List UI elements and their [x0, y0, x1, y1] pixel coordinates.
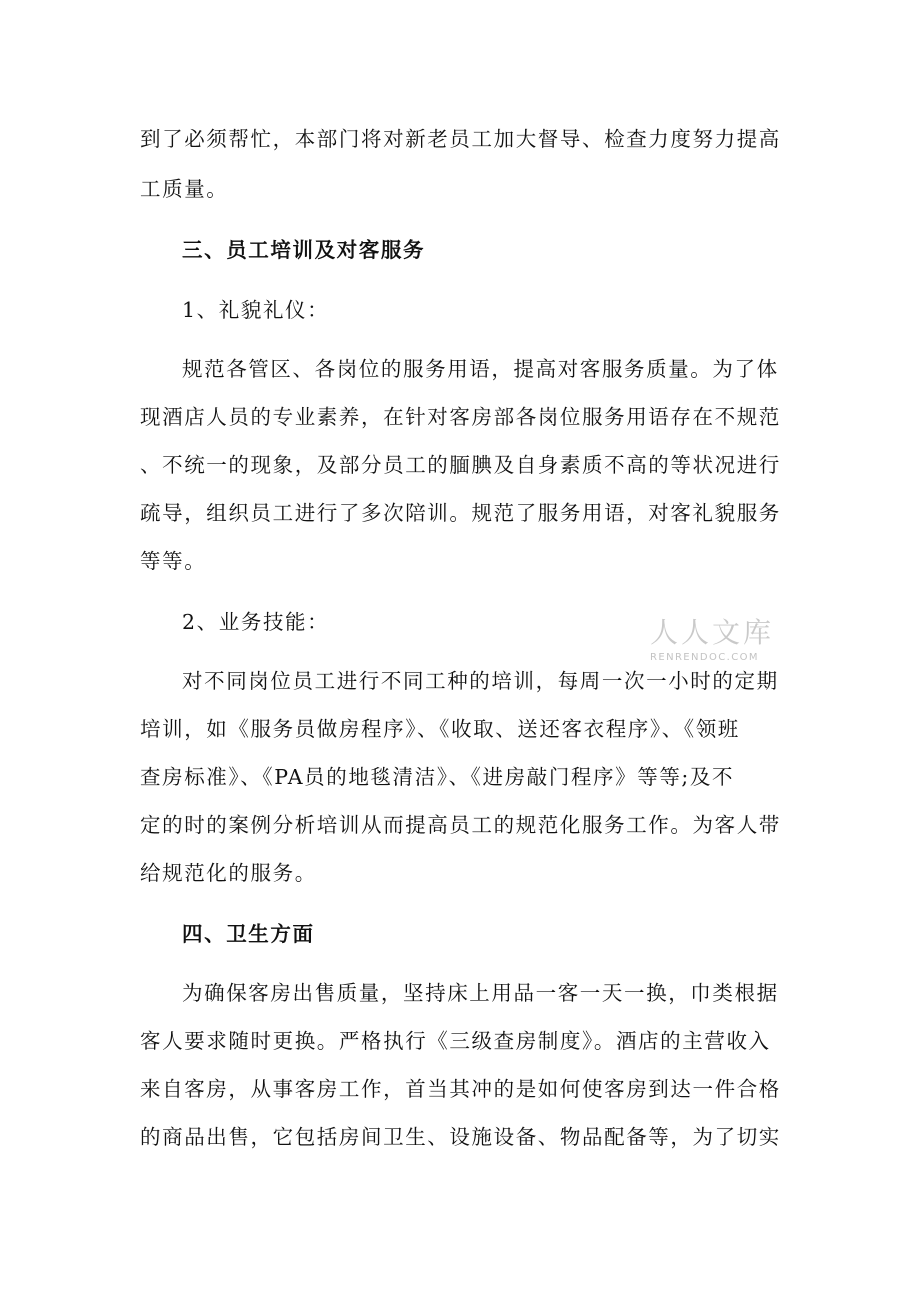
paragraph-line: 培训，如《服务员做房程序》、《收取、送还客衣程序》、《领班	[140, 717, 740, 741]
paragraph-line: 来自客房，从事客房工作，首当其冲的是如何使客房到达一件合格	[140, 1077, 781, 1101]
watermark-logo	[650, 618, 774, 663]
paragraph-line: 现酒店人员的专业素养，在针对客房部各岗位服务用语存在不规范	[140, 405, 781, 429]
paragraph-line: 等等。	[140, 549, 207, 573]
watermark-url: RENRENDOC.COM	[650, 652, 759, 663]
paragraph-line: 、不统一的现象，及部分员工的腼腆及自身素质不高的等状况进行	[140, 453, 781, 477]
paragraph-line: 规范各管区、各岗位的服务用语，提高对客服务质量。为了体	[182, 357, 779, 381]
section-heading: 四、卫生方面	[182, 922, 315, 946]
subsection-heading: 1、礼貌礼仪：	[182, 298, 330, 322]
paragraph-line: 的商品出售，它包括房间卫生、设施设备、物品配备等，为了切实	[140, 1125, 781, 1149]
paragraph-line: 定的时的案例分析培训从而提高员工的规范化服务工作。为客人带	[140, 813, 781, 837]
paragraph-line: 到了必须帮忙，本部门将对新老员工加大督导、检查力度努力提高	[140, 127, 781, 151]
paragraph-line: 疏导，组织员工进行了多次陪训。规范了服务用语，对客礼貌服务	[140, 501, 781, 525]
watermark-text: 人人文库	[650, 616, 775, 649]
paragraph-line: 工质量。	[140, 177, 229, 201]
paragraph-line: 为确保客房出售质量，坚持床上用品一客一天一换，巾类根据	[182, 981, 779, 1005]
paragraph-line: 客人要求随时更换。严格执行《三级查房制度》。酒店的主营收入	[140, 1029, 771, 1053]
section-heading: 三、员工培训及对客服务	[182, 238, 426, 262]
subsection-heading: 2、业务技能：	[182, 610, 330, 634]
paragraph-line: 对不同岗位员工进行不同工种的培训，每周一次一小时的定期	[182, 669, 779, 693]
paragraph-line: 给规范化的服务。	[140, 861, 317, 885]
paragraph-line: 查房标准》、《PA员的地毯清洁》、《进房敲门程序》等等;及不	[140, 765, 735, 789]
